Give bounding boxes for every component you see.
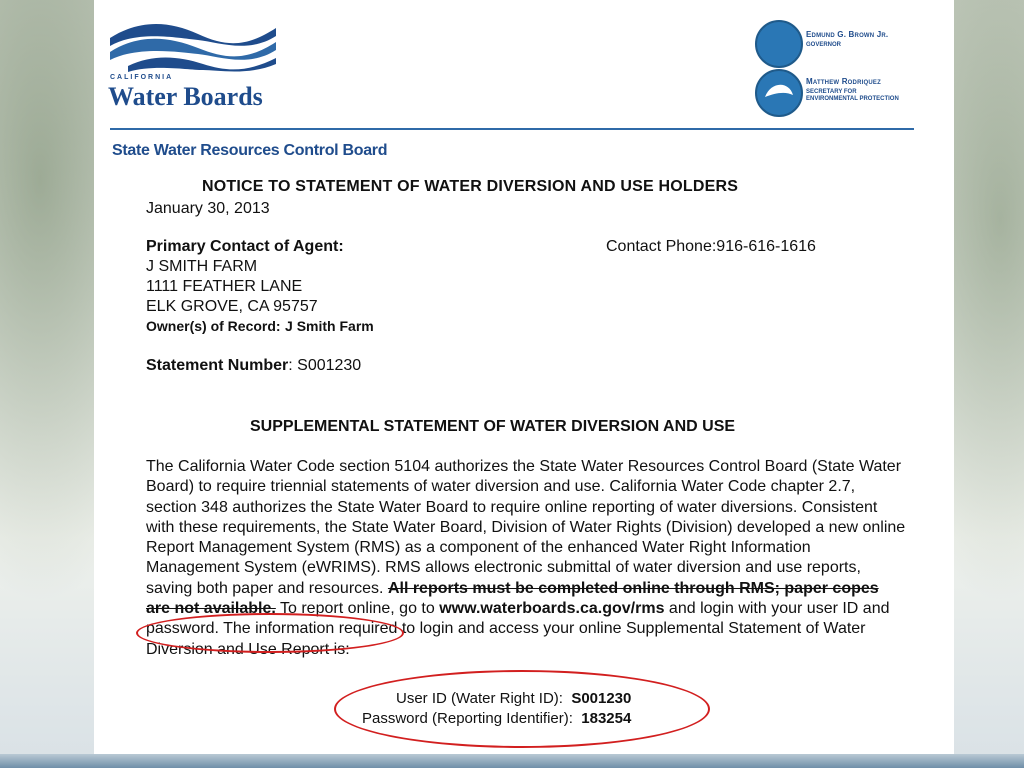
state-seal-icon [755, 20, 803, 68]
statement-number-label: Statement Number [146, 357, 289, 374]
body-text-2: To report online, go to [275, 600, 440, 618]
user-id-value: S001230 [571, 690, 632, 707]
secretary-title-line2: ENVIRONMENTAL PROTECTION [806, 96, 899, 102]
statement-number [146, 357, 361, 375]
credentials-highlight-ellipse [334, 670, 710, 748]
notice-title: NOTICE TO STATEMENT OF WATER DIVERSION AND USE HOLDERS [202, 178, 739, 195]
body-text-3: and login with your user ID and password. The information required to login and access your online Supplemental Statement of Water Diversion and Use Report is: [146, 600, 890, 658]
contact-address-line2: ELK GROVE, CA 95757 [146, 298, 318, 315]
section-title: SUPPLEMENTAL STATEMENT OF WATER DIVERSION AND USE [250, 418, 736, 435]
password-value: 183254 [581, 710, 632, 727]
logo-state-text: CALIFORNIA [110, 74, 174, 81]
governor-title: GOVERNOR [806, 42, 842, 48]
contact-name: J SMITH FARM [146, 258, 258, 275]
owner-value: J Smith Farm [285, 318, 374, 334]
notice-date: January 30, 2013 [146, 200, 270, 217]
owner-of-record [146, 318, 374, 336]
secretary-name: Matthew Rodriquez [806, 77, 881, 86]
contact-phone: Contact Phone:916-616-1616 [606, 238, 816, 255]
primary-contact-label: Primary Contact of Agent: [146, 238, 344, 255]
password-label: Password (Reporting Identifier): [362, 710, 573, 727]
secretary-title-line1: SECRETARY FOR [806, 89, 857, 95]
contact-address-line1: 1111 FEATHER LANE [146, 278, 303, 295]
password-row [362, 710, 631, 727]
user-id-label: User ID (Water Right ID): [396, 690, 563, 707]
logo-wordmark: Water Boards [108, 82, 263, 111]
board-title: State Water Resources Control Board [112, 142, 388, 159]
user-id-row [396, 690, 631, 707]
body-bold-notice: All reports must be completed online through RMS; paper copes are not available. [146, 579, 879, 618]
leaf-icon [757, 71, 801, 115]
letter-document [94, 0, 954, 755]
statement-number-value: : S001230 [288, 357, 362, 374]
governor-name: Edmund G. Brown Jr. [806, 30, 889, 39]
calepa-seal-icon [755, 69, 803, 117]
bottom-strip [0, 754, 1024, 768]
water-boards-logo [108, 20, 278, 116]
owner-label: Owner(s) of Record: [146, 318, 281, 334]
body-paragraph [146, 457, 906, 660]
header-divider [110, 128, 914, 130]
rms-url-link[interactable]: www.waterboards.ca.gov/rms [439, 600, 665, 618]
waves-icon [108, 20, 278, 74]
body-text-1: The California Water Code section 5104 authorizes the State Water Resources Control Board (State Water Board) to require triennial statements of water diversion and use. California Water Code chapter 2.7, section 348 authorizes the State Water Board to require online reporting of water diversions. Consistent with these requirements, the State Water Board, Division of Water Rights (Division) developed a new online Report Management System (RMS) as a component of the enhanced Water Right Information Management System (eWRIMS). RMS allows electronic submittal of water diversion and use reports, saving both paper and resources. [146, 458, 906, 597]
